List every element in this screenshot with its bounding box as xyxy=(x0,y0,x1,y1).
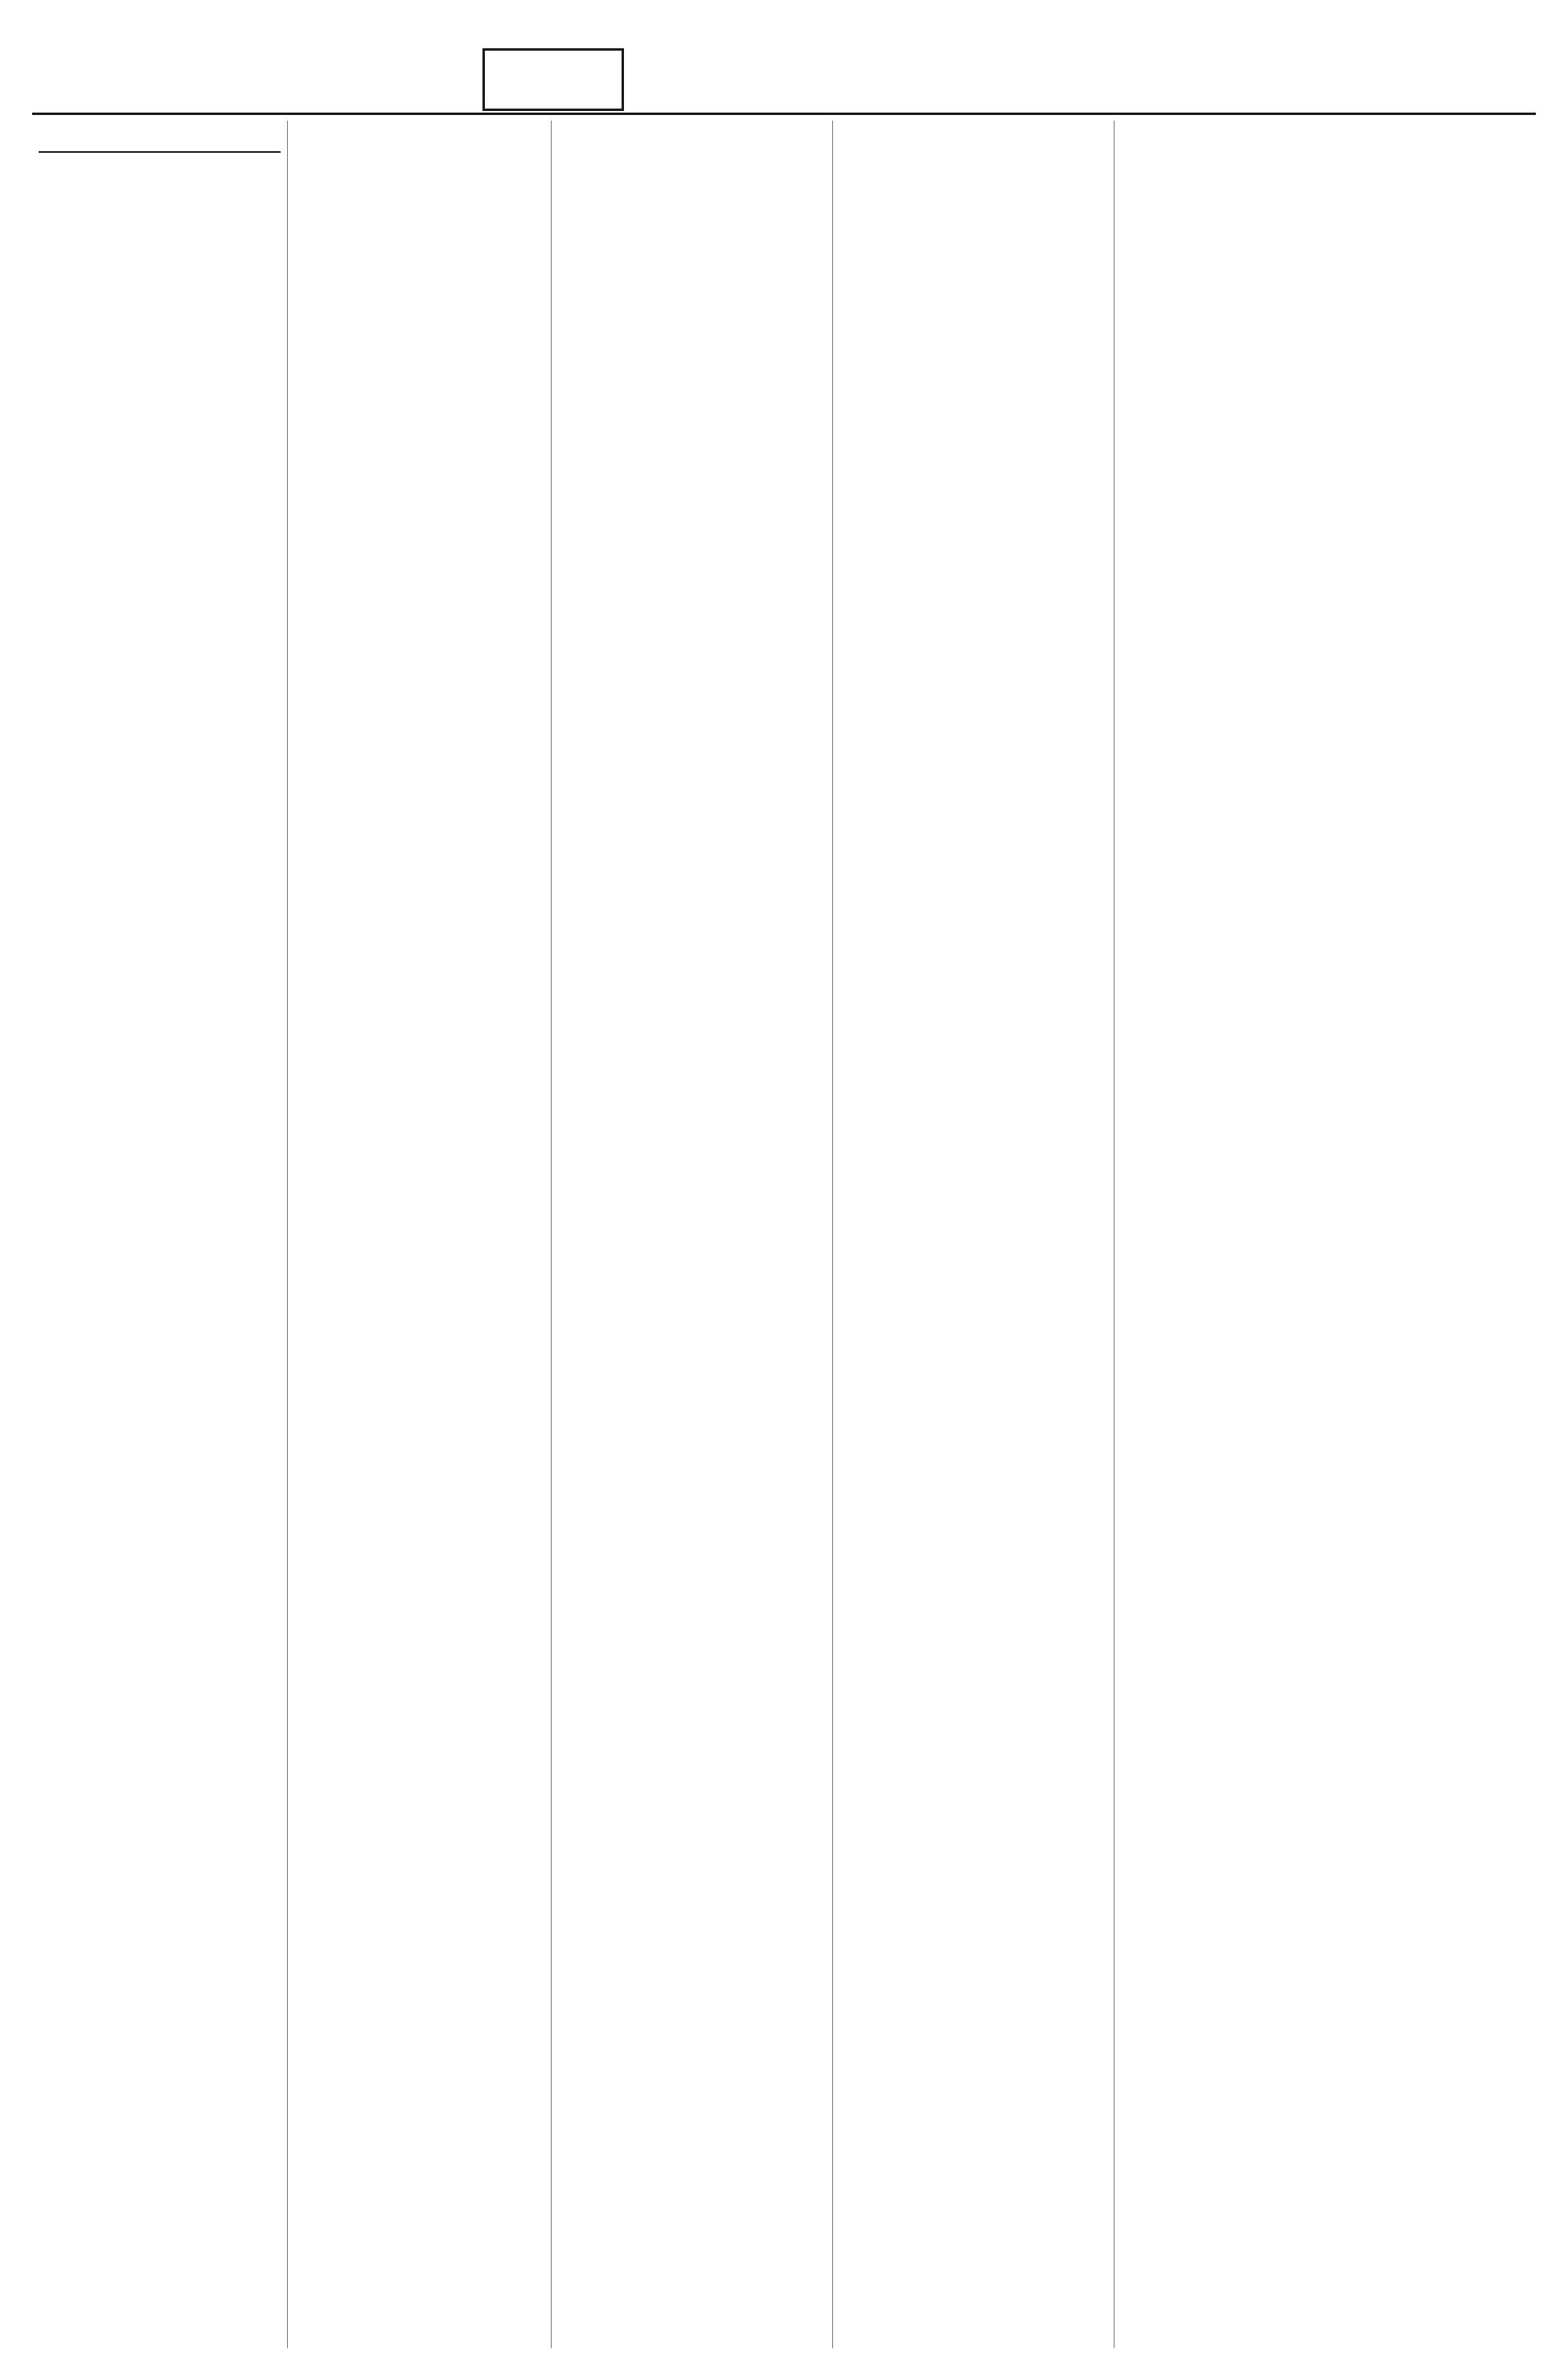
story-headline xyxy=(1129,127,1389,159)
date-line xyxy=(32,72,450,92)
story-headline xyxy=(302,127,544,159)
news-column-1 xyxy=(296,121,552,2348)
story-headline xyxy=(848,127,1107,159)
story-headline xyxy=(566,127,826,159)
newspaper-title xyxy=(1206,53,1568,101)
section-name xyxy=(643,58,885,98)
page-number-box xyxy=(482,48,624,111)
classifieds-column xyxy=(32,121,288,2348)
story-headline xyxy=(1410,127,1529,159)
news-column-5 xyxy=(1404,121,1536,2348)
news-column-4 xyxy=(1123,121,1396,2348)
news-column-2 xyxy=(560,121,833,2348)
masthead xyxy=(32,48,1536,115)
classifieds-heading xyxy=(39,127,281,153)
news-column-3 xyxy=(841,121,1114,2348)
